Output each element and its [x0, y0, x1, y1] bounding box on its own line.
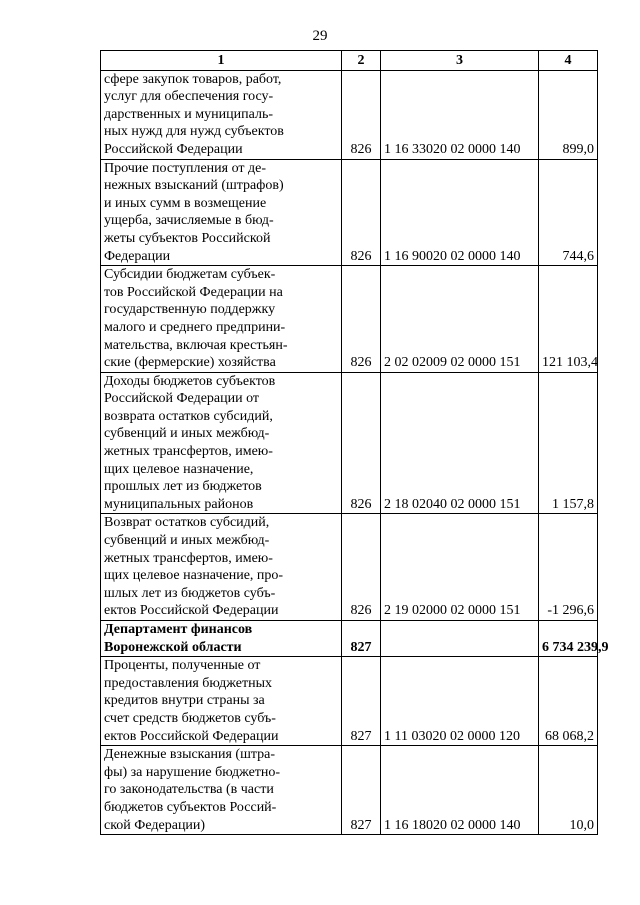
description-line: Денежные взыскания (штра-: [104, 747, 276, 763]
description-line: Российской Федерации от: [104, 391, 260, 407]
description-line: ных нужд для нужд субъектов: [104, 124, 284, 140]
budget-classification-code: 1 16 90020 02 0000 140: [381, 159, 539, 266]
amount: 10,0: [539, 746, 598, 835]
amount: 899,0: [539, 70, 598, 159]
description-line: Департамент финансов: [104, 622, 253, 637]
amount: 121 103,4: [539, 266, 598, 373]
description-line: тов Российской Федерации на: [104, 284, 283, 300]
description-line: Субсидии бюджетам субъек-: [104, 267, 276, 283]
description-line: шлых лет из бюджетов субъ-: [104, 585, 276, 601]
amount: 68 068,2: [539, 657, 598, 746]
description-line: и иных сумм в возмещение: [104, 195, 267, 211]
revenue-description: [101, 621, 342, 657]
admin-code: 827: [342, 657, 381, 746]
description-line: бюджетов субъектов Россий-: [104, 799, 277, 815]
budget-classification-code: 1 11 03020 02 0000 120: [381, 657, 539, 746]
description-line: Возврат остатков субсидий,: [104, 515, 270, 531]
table-row: [101, 159, 598, 266]
table-body: [101, 70, 609, 835]
description-line: Доходы бюджетов субъектов: [104, 373, 276, 389]
description-line: муниципальных районов: [104, 496, 254, 512]
revenue-description: [101, 514, 342, 621]
admin-code: 826: [342, 372, 381, 514]
revenue-table: [100, 50, 609, 835]
admin-code: 827: [342, 621, 381, 657]
table-row: [101, 70, 598, 159]
budget-classification-code: 1 16 18020 02 0000 140: [381, 746, 539, 835]
revenue-description: [101, 159, 342, 266]
description-line: государственную поддержку: [104, 302, 276, 318]
page-number: 29: [312, 28, 328, 44]
revenue-description: [101, 746, 342, 835]
revenue-description: [101, 372, 342, 514]
revenue-description: [101, 266, 342, 373]
table-row: [101, 372, 598, 514]
description-line: кредитов внутри страны за: [104, 693, 265, 709]
admin-code: 826: [342, 514, 381, 621]
description-line: ектов Российской Федерации: [104, 728, 279, 744]
description-line: сфере закупок товаров, работ,: [104, 71, 282, 87]
revenue-description: [101, 70, 342, 159]
description-line: щих целевое назначение, про-: [104, 568, 284, 584]
admin-code: 827: [342, 746, 381, 835]
amount: -1 296,6: [539, 514, 598, 621]
table-row: [101, 621, 598, 657]
description-line: щих целевое назначение,: [104, 461, 254, 477]
column-header-3: 3: [381, 51, 539, 71]
description-line: Федерации: [104, 248, 171, 264]
description-line: Прочие поступления от де-: [104, 160, 267, 176]
description-line: субвенций и иных межбюд-: [104, 533, 270, 549]
amount: 1 157,8: [539, 372, 598, 514]
description-line: возврата остатков субсидий,: [104, 408, 273, 424]
amount: 6 734 239,9: [539, 621, 598, 657]
description-line: нежных взысканий (штрафов): [104, 178, 284, 194]
admin-code: 826: [342, 70, 381, 159]
description-line: ские (фермерские) хозяйства: [104, 355, 276, 371]
description-line: Проценты, полученные от: [104, 658, 261, 674]
table-row: [101, 657, 598, 746]
table-row: [101, 746, 598, 835]
column-header-1: 1: [101, 51, 342, 71]
admin-code: 826: [342, 159, 381, 266]
budget-classification-code: 2 19 02000 02 0000 151: [381, 514, 539, 621]
description-line: субвенций и иных межбюд-: [104, 426, 270, 442]
admin-code: 826: [342, 266, 381, 373]
description-line: фы) за нарушение бюджетно-: [104, 764, 281, 780]
amount: 744,6: [539, 159, 598, 266]
description-line: ущерба, зачисляемые в бюд-: [104, 213, 274, 229]
table-header-row: [101, 51, 598, 71]
description-line: Воронежской области: [104, 639, 242, 655]
budget-classification-code: 1 16 33020 02 0000 140: [381, 70, 539, 159]
description-line: дарственных и муниципаль-: [104, 106, 273, 122]
budget-classification-code: 2 02 02009 02 0000 151: [381, 266, 539, 373]
description-line: малого и среднего предприни-: [104, 319, 286, 335]
column-header-4: 4: [539, 51, 598, 71]
budget-classification-code: 2 18 02040 02 0000 151: [381, 372, 539, 514]
description-line: го законодательства (в части: [104, 782, 274, 798]
revenue-description: [101, 657, 342, 746]
budget-classification-code: [381, 621, 539, 657]
description-line: прошлых лет из бюджетов: [104, 479, 262, 495]
description-line: жеты субъектов Российской: [104, 230, 271, 246]
description-line: жетных трансфертов, имею-: [104, 550, 273, 566]
description-line: Российской Федерации: [104, 141, 243, 157]
table-row: [101, 514, 598, 621]
description-line: ской Федерации): [104, 817, 206, 833]
description-line: жетных трансфертов, имею-: [104, 444, 273, 460]
description-line: мательства, включая крестьян-: [104, 337, 288, 353]
description-line: счет средств бюджетов субъ-: [104, 710, 276, 726]
description-line: ектов Российской Федерации: [104, 603, 279, 619]
description-line: предоставления бюджетных: [104, 675, 272, 691]
column-header-2: 2: [342, 51, 381, 71]
table-row: [101, 266, 598, 373]
description-line: услуг для обеспечения госу-: [104, 89, 274, 105]
